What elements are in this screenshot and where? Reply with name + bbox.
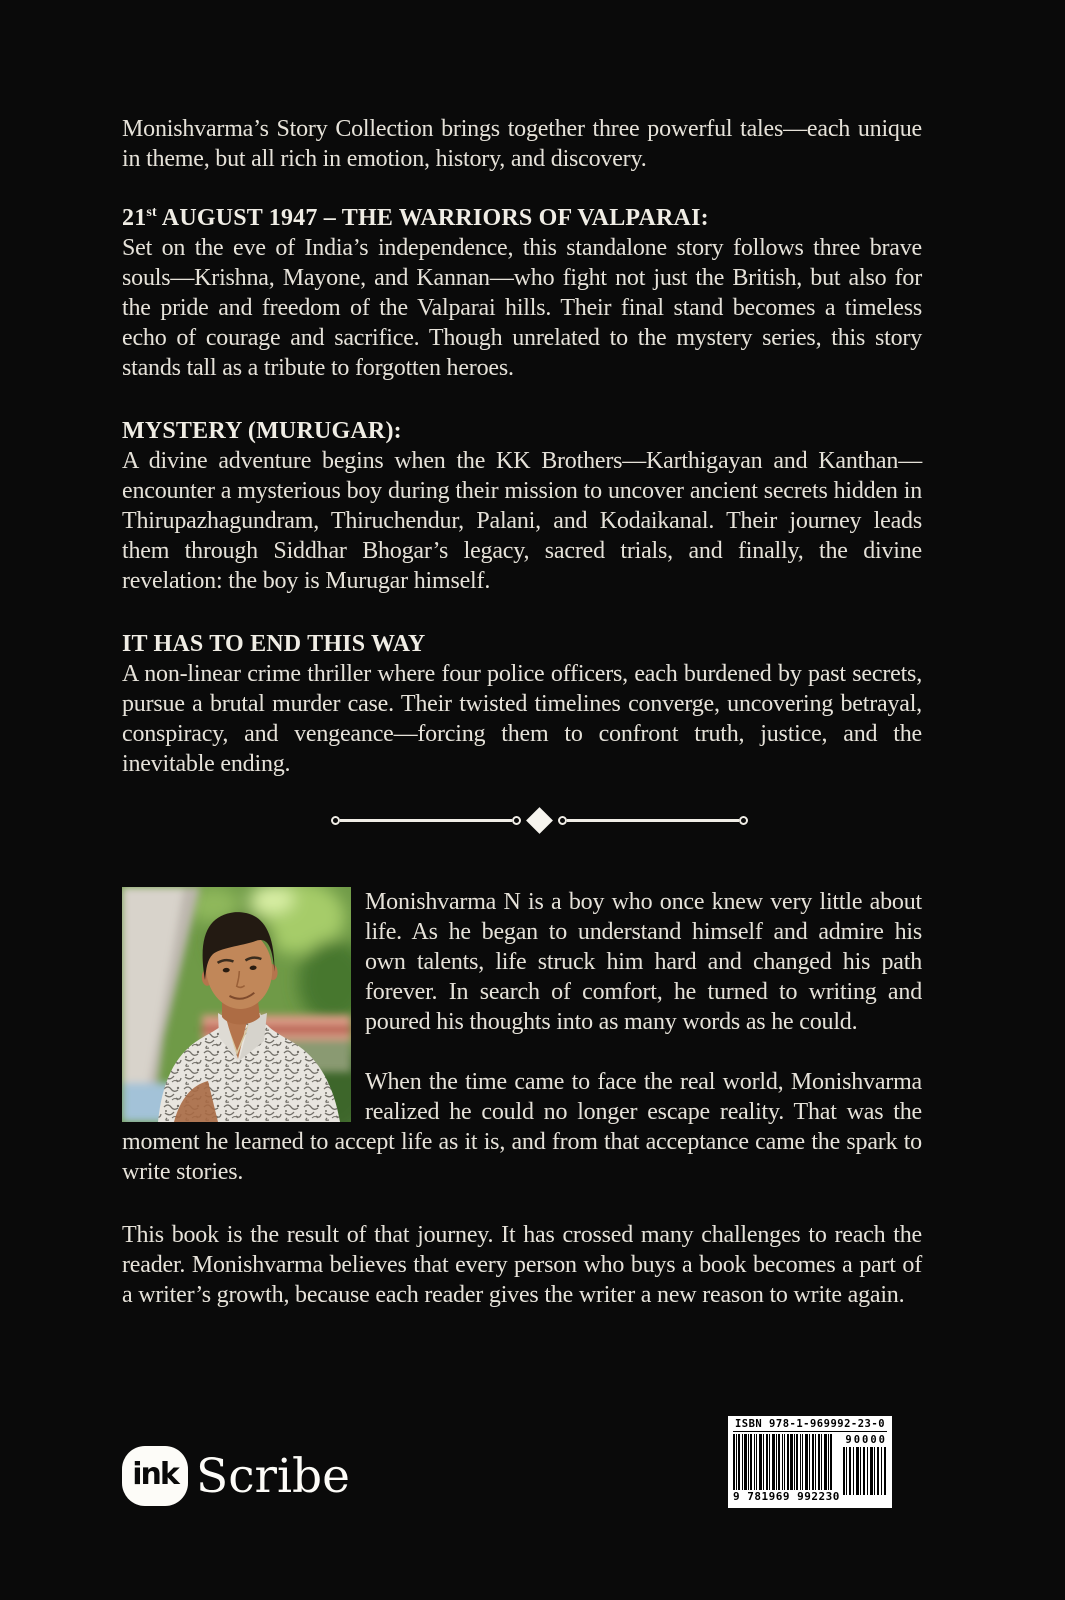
- story-title-it-has-to-end: IT HAS TO END THIS WAY: [122, 631, 426, 657]
- barcode-price-code: 90000: [845, 1434, 887, 1446]
- story-title-ordinal-suffix: st: [146, 205, 157, 220]
- publisher-name-ink: ink: [132, 1457, 178, 1492]
- divider-ring-icon: [331, 816, 340, 825]
- cover-text-column: [122, 0, 922, 1310]
- isbn-divider-rule: [733, 1431, 887, 1432]
- author-section: [122, 887, 922, 1310]
- diamond-icon: [526, 807, 553, 834]
- author-photo-frame: [122, 887, 351, 1125]
- ornamental-divider: [139, 805, 939, 835]
- barcode-bars: [733, 1434, 833, 1490]
- divider-ring-icon: [512, 816, 521, 825]
- story-body-mystery-murugar: A divine adventure begins when the KK Brothers—Karthigayan and Kanthan—encounter a mysterious boy during their mission to uncover ancient secrets hidden in Thirupazhagundram, Thiruchendur, Palani, and Kodaikanal. Their journey leads them through Siddhar Bhogar’s legacy, sacred trials, and finally, the divine revelation: the boy is Murugar himself.: [122, 448, 922, 594]
- intro-paragraph: Monishvarma’s Story Collection brings together three powerful tales—each unique in theme, but all rich in emotion, history, and discovery.: [122, 116, 922, 172]
- story-body-it-has-to-end: A non-linear crime thriller where four police officers, each burdened by past secrets, pursue a brutal murder case. Their twisted timelines converge, uncovering betrayal, conspiracy, and vengeance—forcing them to confront truth, justice, and the inevitable ending.: [122, 661, 922, 777]
- barcode-addon-bars: [843, 1447, 887, 1495]
- author-bio-paragraph-1: Monishvarma N is a boy who once knew very little about life. As he began to understand himself and admire his own talents, life struck him hard and changed his path forever. In search of comfort, he turned to writing and poured his thoughts into as many words as he could.: [365, 889, 922, 1035]
- divider-line: [567, 819, 739, 822]
- story-title-warriors-of-valparai: [122, 203, 922, 233]
- divider-ring-icon: [739, 816, 748, 825]
- author-bio-paragraph-2: When the time came to face the real world, Monishvarma realized he could no longer escape reality. That was the moment he learned to accept life as it is, and from that acceptance came the spark to write stories.: [122, 1069, 922, 1185]
- publisher-name-scribe: Scribe: [196, 1449, 350, 1504]
- story-body-warriors-of-valparai: Set on the eve of India’s independence, this standalone story follows three brave souls—Krishna, Mayone, and Kannan—who fight not just the British, but also for the pride and freedom of the Valparai hills. Their final stand becomes a timeless echo of courage and sacrifice. Though unrelated to the mystery series, this story stands tall as a tribute to forgotten heroes.: [122, 235, 922, 381]
- barcode-digits: 9 781969 992230: [733, 1490, 840, 1503]
- story-title-number: 21: [122, 205, 147, 231]
- isbn-barcode-block: [728, 1416, 892, 1508]
- divider-line: [340, 819, 512, 822]
- story-title-mystery-murugar: MYSTERY (MURUGAR):: [122, 418, 402, 444]
- publisher-logo: [122, 1446, 350, 1506]
- author-photo: [122, 887, 351, 1122]
- author-bio-paragraph-3: This book is the result of that journey. It has crossed many challenges to reach the reader. Monishvarma believes that every person who buys a book becomes a part of a writer’s growth, because each reader gives the writer a new reason to write again.: [122, 1222, 922, 1308]
- isbn-label: ISBN 978-1-969992-23-0: [734, 1418, 886, 1430]
- story-title-text: AUGUST 1947 – THE WARRIORS OF VALPARAI:: [156, 205, 709, 231]
- divider-ring-icon: [558, 816, 567, 825]
- ink-logo-icon: [122, 1446, 188, 1506]
